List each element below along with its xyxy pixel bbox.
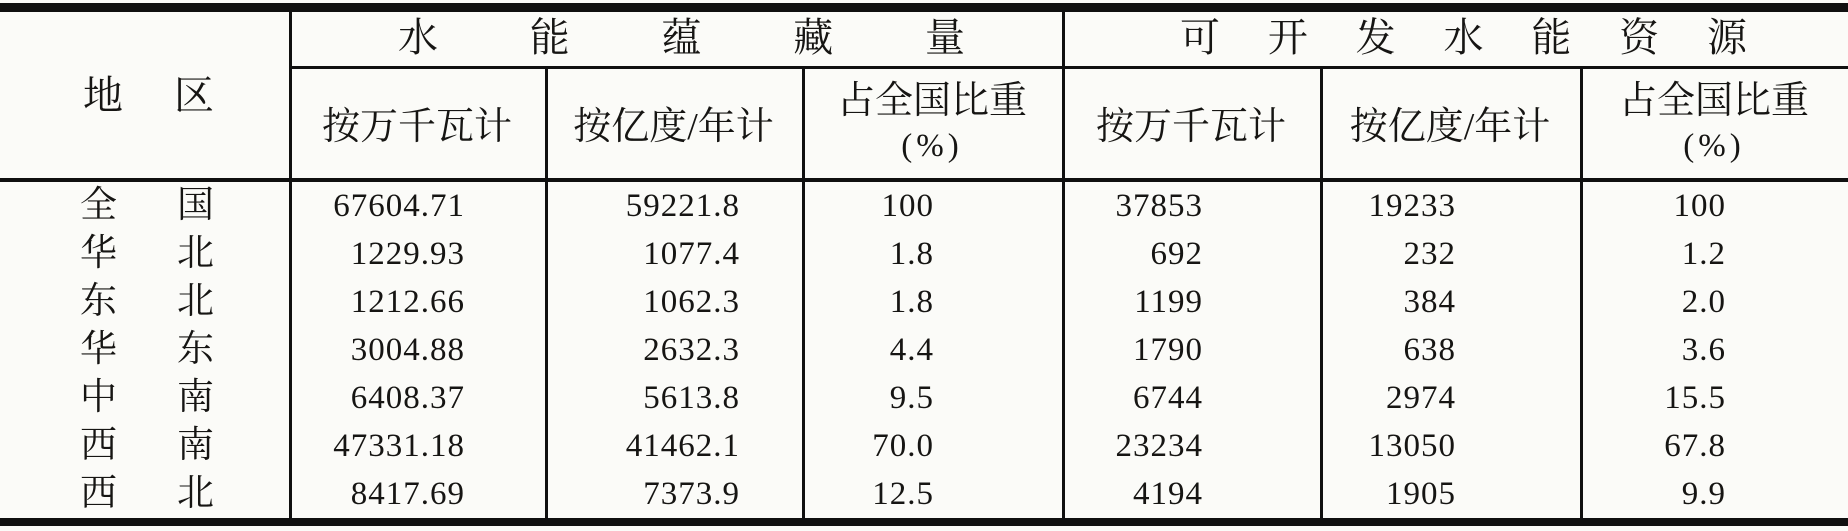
- value-cell: 8417.69: [350, 476, 465, 512]
- subheader-exploitable-10mw: 按万千瓦计: [1095, 106, 1286, 148]
- value-cell: 9.9: [1681, 476, 1726, 512]
- value-cell: 13050: [1368, 428, 1456, 464]
- subheader-exploitable-kwh-per-year: 按亿度/年计: [1349, 106, 1551, 148]
- percent-note: (%): [901, 128, 963, 164]
- value-cell: 692: [1150, 236, 1203, 272]
- value-cell: 4.4: [889, 332, 934, 368]
- percent-note: (%): [1683, 128, 1745, 164]
- value-cell: 638: [1403, 332, 1456, 368]
- region-cell: 华北: [80, 233, 214, 274]
- value-cell: 3004.88: [350, 332, 465, 368]
- value-cell: 59221.8: [625, 188, 740, 224]
- value-cell: 1.2: [1681, 236, 1726, 272]
- value-cell: 9.5: [889, 380, 934, 416]
- value-cell: 6408.37: [350, 380, 465, 416]
- value-cell: 2632.3: [643, 332, 740, 368]
- subheader-exploitable-national-share: [1580, 68, 1848, 180]
- region-column-header: 地区: [83, 73, 214, 118]
- value-cell: 12.5: [872, 476, 934, 512]
- value-cell: 1905: [1386, 476, 1456, 512]
- value-cell: 2974: [1386, 380, 1456, 416]
- region-cell: 中南: [80, 377, 214, 418]
- region-cell: 西北: [80, 473, 214, 514]
- value-cell: 232: [1403, 236, 1456, 272]
- subheader-label: 占全国比重: [1618, 80, 1809, 122]
- group-header-exploitable-resources: 可开发水能资源: [1180, 15, 1747, 60]
- value-cell: 4194: [1133, 476, 1203, 512]
- value-cell: 384: [1403, 284, 1456, 320]
- value-cell: 47331.18: [333, 428, 465, 464]
- subheader-reserves-national-share: [802, 68, 1062, 180]
- value-cell: 6744: [1133, 380, 1203, 416]
- table-bottom-border: [0, 518, 1848, 526]
- value-cell: 1199: [1134, 284, 1203, 320]
- value-cell: 100: [1673, 188, 1726, 224]
- value-cell: 70.0: [872, 428, 934, 464]
- subheader-reserves-10mw: 按万千瓦计: [321, 106, 512, 148]
- subheader-reserves-kwh-per-year: 按亿度/年计: [573, 106, 774, 148]
- value-cell: 1790: [1133, 332, 1203, 368]
- region-cell: 东北: [80, 281, 214, 322]
- value-cell: 7373.9: [643, 476, 740, 512]
- region-cell: 全国: [80, 185, 214, 226]
- value-cell: 3.6: [1681, 332, 1726, 368]
- value-cell: 1212.66: [350, 284, 465, 320]
- value-cell: 37853: [1115, 188, 1203, 224]
- value-cell: 5613.8: [643, 380, 740, 416]
- value-cell: 19233: [1368, 188, 1456, 224]
- group-header-hydropower-reserves: 水能蕴藏量: [398, 15, 965, 60]
- value-cell: 1.8: [889, 236, 934, 272]
- region-cell: 西南: [80, 425, 214, 466]
- value-cell: 1077.4: [643, 236, 740, 272]
- value-cell: 67604.71: [333, 188, 465, 224]
- value-cell: 15.5: [1664, 380, 1726, 416]
- value-cell: 23234: [1115, 428, 1203, 464]
- table-body: [0, 182, 1848, 518]
- value-cell: 41462.1: [625, 428, 740, 464]
- value-cell: 1229.93: [350, 236, 465, 272]
- value-cell: 1062.3: [643, 284, 740, 320]
- value-cell: 67.8: [1664, 428, 1726, 464]
- region-cell: 华东: [80, 329, 214, 370]
- value-cell: 100: [881, 188, 934, 224]
- value-cell: 2.0: [1681, 284, 1726, 320]
- table-top-border: [0, 3, 1848, 12]
- value-cell: 1.8: [889, 284, 934, 320]
- subheader-label: 占全国比重: [836, 80, 1027, 122]
